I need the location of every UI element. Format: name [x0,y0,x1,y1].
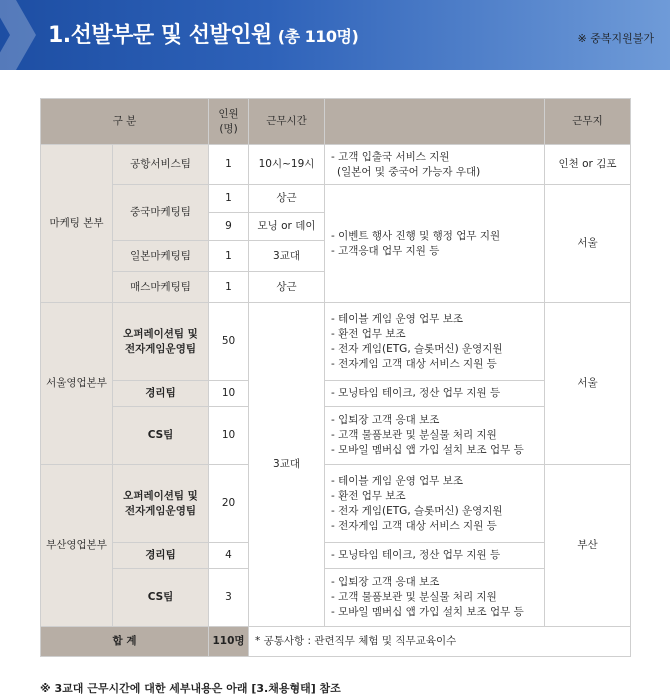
count-busan-ops: 20 [209,465,249,543]
duty-busan-ops: - 테이블 게임 운영 업무 보조 - 환전 업무 보조 - 전자 게임(ETG, 슬롯머신) 운영지원 - 전자게임 고객 대상 서비스 지원 등 [325,465,545,543]
duty-busan-cs: - 입퇴장 고객 응대 보조 - 고객 물품보관 및 분실물 처리 지원 - 모바일 멤버십 앱 가입 설치 보조 업무 등 [325,569,545,627]
division-marketing: 마케팅 본부 [41,145,113,303]
count-china-1: 1 [209,185,249,213]
hours-china-1: 상근 [249,185,325,213]
team-busan-ops: 오퍼레이션팀 및 전자게임운영팀 [113,465,209,543]
count-busan-cs: 3 [209,569,249,627]
team-seoul-acct: 경리팀 [113,381,209,407]
count-china-2: 9 [209,213,249,241]
header-location: 근무지 [545,99,631,145]
count-busan-acct: 4 [209,543,249,569]
total-count-cell: 110명 [209,627,249,657]
hours-china-2: 모닝 or 데이 [249,213,325,241]
footer-note: ※ 3교대 근무시간에 대한 세부내용은 아래 [3.채용형태] 참조 [40,682,341,695]
total-label: 합 계 [41,627,209,657]
duty-seoul-cs: - 입퇴장 고객 응대 보조 - 고객 물품보관 및 분실물 처리 지원 - 모바일 멤버십 앱 가입 설치 보조 업무 등 [325,407,545,465]
hours-airport: 10시~19시 [249,145,325,185]
recruitment-table [40,98,631,657]
count-japan: 1 [209,241,249,272]
location-seoul: 서울 [545,303,631,465]
team-seoul-cs: CS팀 [113,407,209,465]
team-airport: 공항서비스팀 [113,145,209,185]
header-hours: 근무시간 [249,99,325,145]
count-seoul-acct: 10 [209,381,249,407]
team-seoul-ops: 오퍼레이션팀 및 전자게임운영팀 [113,303,209,381]
team-china: 중국마케팅팀 [113,185,209,241]
header-division: 구 분 [41,99,209,145]
section-title: 1.선발부문 및 선발인원 (총 110명) [48,23,359,48]
duty-busan-acct: - 모닝타임 테이크, 정산 업무 지원 등 [325,543,545,569]
division-busan: 부산영업본부 [41,465,113,627]
team-busan-cs: CS팀 [113,569,209,627]
duty-seoul-ops: - 테이블 게임 운영 업무 보조 - 환전 업무 보조 - 전자 게임(ETG, 슬롯머신) 운영지원 - 전자게임 고객 대상 서비스 지원 등 [325,303,545,381]
total-count: (총 110명) [277,27,359,46]
team-mass: 매스마케팅팀 [113,272,209,303]
count-seoul-ops: 50 [209,303,249,381]
team-japan: 일본마케팅팀 [113,241,209,272]
division-seoul: 서울영업본부 [41,303,113,465]
header-count: 인원 (명) [209,99,249,145]
location-marketing-group: 서울 [545,185,631,303]
total-note: * 공통사항 : 관련직무 체험 및 직무교육이수 [249,627,631,657]
duty-seoul-acct: - 모닝타임 테이크, 정산 업무 지원 등 [325,381,545,407]
section-banner [0,0,670,70]
header-duty [325,99,545,145]
count-mass: 1 [209,272,249,303]
count-seoul-cs: 10 [209,407,249,465]
location-airport: 인천 or 김포 [545,145,631,185]
hours-mass: 상근 [249,272,325,303]
duty-marketing-group: - 이벤트 행사 진행 및 행정 업무 지원 - 고객응대 업무 지원 등 [325,185,545,303]
duty-airport: - 고객 입출국 서비스 지원 (일본어 및 중국어 가능자 우대) [325,145,545,185]
location-busan: 부산 [545,465,631,627]
hours-japan: 3교대 [249,241,325,272]
hours-shared: 3교대 [249,303,325,627]
chevron-decoration-icon [0,0,50,70]
duplicate-note: ※ 중복지원불가 [577,32,654,45]
count-airport: 1 [209,145,249,185]
team-busan-acct: 경리팀 [113,543,209,569]
